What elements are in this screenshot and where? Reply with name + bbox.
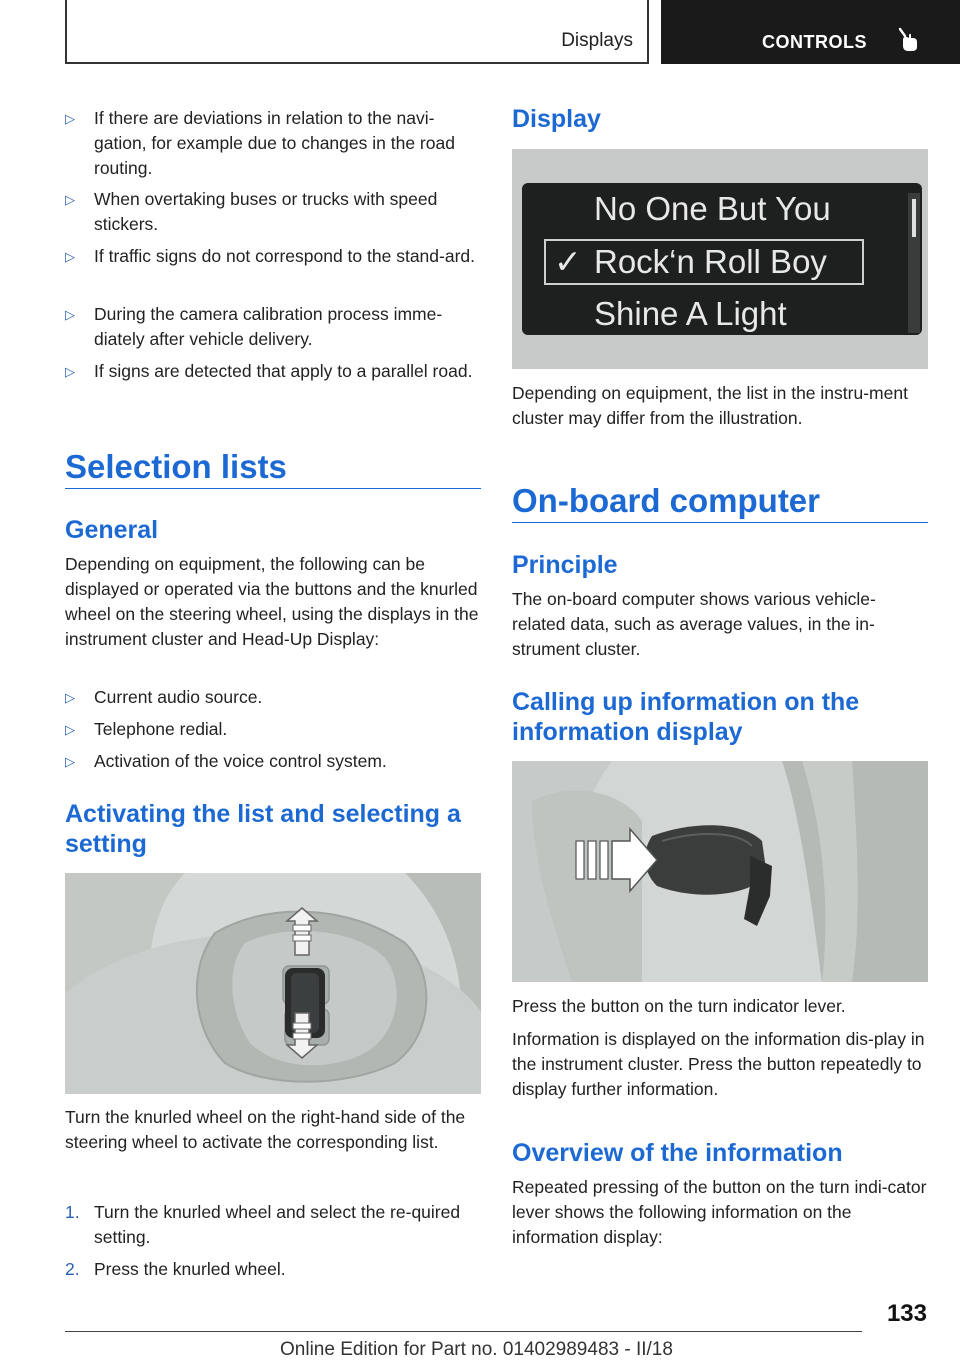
display-list-item: Shine A Light bbox=[594, 295, 787, 332]
general-text: Depending on equipment, the following can be displayed or operated via the buttons and the knurled wheel on the steering wheel, using the displays in the instrument cluster and Head-Up Display: bbox=[65, 554, 479, 649]
scrollbar-thumb bbox=[912, 199, 916, 237]
heading-rule bbox=[512, 522, 928, 523]
header-chapter-box bbox=[661, 0, 960, 64]
bullet-icon: ▷ bbox=[65, 111, 75, 126]
list-item: ▷ During the camera calibration process imme-diately after vehicle delivery. bbox=[65, 304, 443, 349]
header-section-box bbox=[65, 0, 649, 64]
heading-overview: Overview of the information bbox=[512, 1139, 843, 1167]
checkmark-icon: ✓ bbox=[554, 243, 582, 280]
principle-text: The on-board computer shows various vehicle-related data, such as average values, in the in-strument cluster. bbox=[512, 589, 876, 659]
activating-caption: Turn the knurled wheel on the right-hand side of the steering wheel to activate the corresponding list. bbox=[65, 1107, 466, 1152]
list-item: ▷ If signs are detected that apply to a parallel road. bbox=[65, 359, 481, 384]
bullet-icon: ▷ bbox=[65, 192, 75, 207]
heading-calling-up: Calling up information on the information display bbox=[512, 688, 860, 746]
heading-onboard-computer: On-board computer bbox=[512, 482, 821, 519]
heading-activating-list: Activating the list and selecting a setting bbox=[65, 800, 461, 858]
step-number: 1. bbox=[65, 1202, 80, 1222]
heading-display: Display bbox=[512, 105, 601, 133]
hand-pointer-icon bbox=[897, 26, 919, 52]
list-item: ▷ Telephone redial. bbox=[65, 717, 481, 742]
list-item: ▷ Current audio source. bbox=[65, 685, 481, 710]
heading-principle: Principle bbox=[512, 551, 618, 579]
bullet-icon: ▷ bbox=[65, 754, 75, 769]
display-list-item: No One But You bbox=[594, 190, 831, 227]
list-item: ▷ Activation of the voice control system. bbox=[65, 749, 481, 774]
header-section-title: Displays bbox=[561, 30, 633, 51]
heading-selection-lists: Selection lists bbox=[65, 448, 287, 485]
bullet-icon: ▷ bbox=[65, 249, 75, 264]
page-number: 133 bbox=[886, 1300, 927, 1327]
list-item: 2. Press the knurled wheel. bbox=[65, 1257, 481, 1282]
bullet-icon: ▷ bbox=[65, 307, 75, 322]
display-caption: Depending on equipment, the list in the instru-ment cluster may differ from the illustration. bbox=[512, 383, 908, 428]
steering-wheel-illustration bbox=[65, 873, 481, 1094]
overview-text: Repeated pressing of the button on the turn indi-cator lever shows the following information on the information display: bbox=[512, 1177, 927, 1247]
turn-lever-figure bbox=[512, 761, 928, 982]
heading-general: General bbox=[65, 516, 159, 544]
heading-rule bbox=[65, 488, 481, 489]
bullet-icon: ▷ bbox=[65, 690, 75, 705]
header-chapter-title: CONTROLS bbox=[762, 32, 867, 52]
list-item: ▷ If there are deviations in relation to the navi-gation, for example due to changes in the road routing. bbox=[65, 108, 455, 178]
turn-lever-illustration bbox=[512, 761, 928, 982]
bullet-icon: ▷ bbox=[65, 364, 75, 379]
list-item: ▷ When overtaking buses or trucks with speed stickers. bbox=[65, 189, 438, 234]
footer-edition: Online Edition for Part no. 01402989483 - II/18 bbox=[280, 1339, 673, 1360]
display-figure bbox=[512, 149, 928, 369]
footer-rule bbox=[65, 1331, 862, 1332]
calling-text-1: Press the button on the turn indicator lever. bbox=[512, 996, 846, 1016]
list-item: 1. Turn the knurled wheel and select the re-quired setting. bbox=[65, 1202, 461, 1247]
calling-text-2: Information is displayed on the information dis-play in the instrument cluster. Press the button repeatedly to display further information. bbox=[512, 1029, 925, 1099]
step-number: 2. bbox=[65, 1259, 80, 1279]
display-list-item-selected: Rock‘n Roll Boy bbox=[594, 243, 827, 280]
bullet-icon: ▷ bbox=[65, 722, 75, 737]
steering-wheel-figure bbox=[65, 873, 481, 1094]
list-item: ▷ If traffic signs do not correspond to the stand-ard. bbox=[65, 244, 481, 269]
